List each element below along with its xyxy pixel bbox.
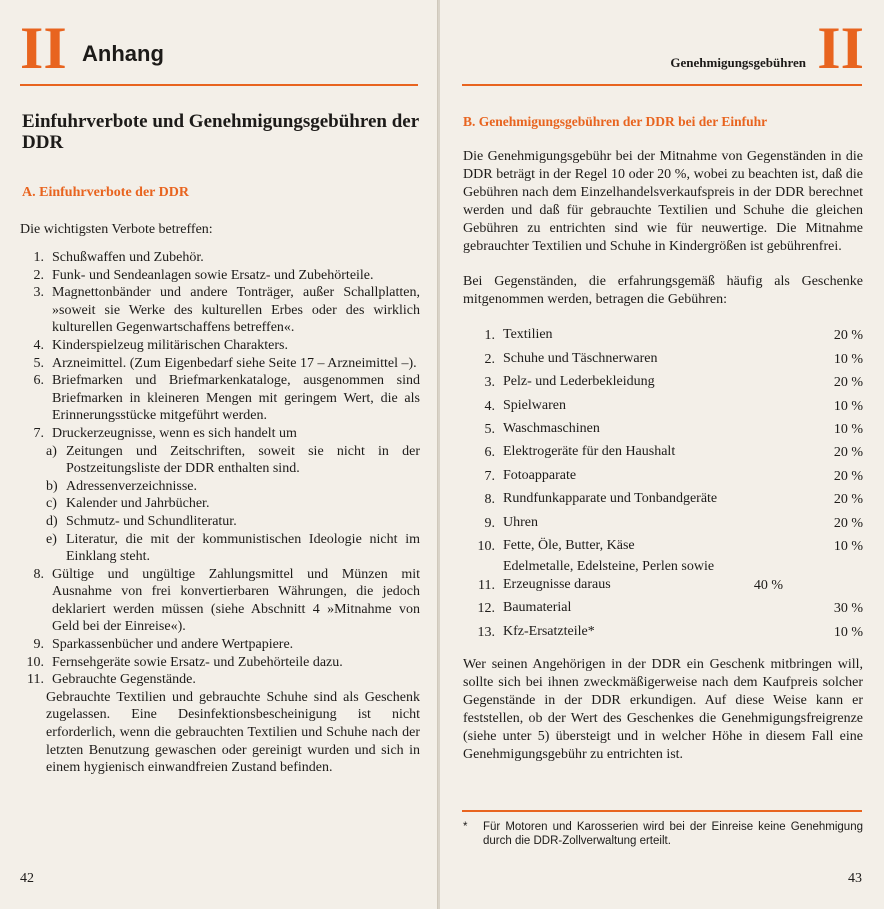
- fee-number: 2.: [484, 351, 495, 367]
- fee-item: Waschmaschinen: [503, 420, 600, 436]
- running-header: Genehmigungsgebühren: [670, 55, 806, 70]
- sub-item-letter: b): [46, 478, 58, 494]
- chapter-numeral: II: [20, 15, 67, 81]
- fee-rate: 10 %: [833, 398, 863, 414]
- fee-number: 10.: [477, 538, 495, 554]
- list-item-text: Funk- und Sendeanlagen sowie Ersatz- und Zubehörteile.: [52, 267, 374, 283]
- fee-row: [463, 508, 863, 531]
- fee-number: 4.: [484, 398, 495, 414]
- fee-rate: 20 %: [833, 328, 863, 344]
- fee-item: Fette, Öle, Butter, Käse: [503, 537, 635, 553]
- list-item-text: Kinderspielzeug militärischen Charakters.: [52, 337, 288, 353]
- list-item-number: 9.: [33, 637, 44, 653]
- list-item-number: 6.: [33, 373, 44, 389]
- list-item: [20, 355, 420, 373]
- list-item-number: 1.: [33, 250, 44, 265]
- fee-rate: 20 %: [833, 375, 863, 391]
- fee-rate: 10 %: [833, 351, 863, 367]
- list-item: [20, 249, 420, 267]
- list-item-text: Fernsehgeräte sowie Ersatz- und Zubehörteile dazu.: [52, 654, 343, 670]
- fee-number: 3.: [484, 375, 495, 391]
- footnote: [463, 820, 863, 848]
- list-item-text: Sparkassenbücher und andere Wertpapiere.: [52, 637, 294, 653]
- page-number: 42: [20, 871, 34, 886]
- fee-rate: 10 %: [833, 538, 863, 554]
- fee-row: [463, 555, 863, 594]
- fee-table: [463, 321, 863, 641]
- fee-number: 6.: [484, 445, 495, 461]
- main-heading: Einfuhrverbote und Genehmigungsgebühren der DDR: [22, 111, 419, 153]
- list-item: [20, 337, 420, 355]
- list-item-number: 8.: [33, 566, 44, 582]
- footnote-rule: [462, 810, 862, 812]
- fee-item: Uhren: [503, 514, 538, 530]
- list-item: [20, 284, 420, 337]
- list-item-number: 3.: [33, 285, 44, 301]
- fee-item: Textilien: [503, 327, 553, 343]
- fee-rate: 20 %: [833, 445, 863, 461]
- sub-item-letter: e): [46, 531, 57, 547]
- list-item-number: 10.: [26, 654, 44, 670]
- list-item: [20, 671, 420, 689]
- list-item-number: 7.: [33, 425, 44, 441]
- list-item-text: Druckerzeugnisse, wenn es sich handelt um: [52, 425, 297, 441]
- fee-rate: 30 %: [833, 601, 863, 617]
- sub-item-letter: a): [46, 443, 57, 459]
- right-page: [440, 0, 884, 909]
- list-item: [20, 425, 420, 443]
- fee-rate: 20 %: [833, 492, 863, 508]
- fee-row: [463, 532, 863, 555]
- fee-rate: 20 %: [833, 515, 863, 531]
- prohibition-list: [20, 249, 420, 777]
- list-item-text: Arzneimittel. (Zum Eigenbedarf siehe Seite 17 – Arzneimittel –).: [52, 355, 417, 371]
- fee-item: Edelmetalle, Edelsteine, Perlen sowie Erzeugnisse daraus: [503, 558, 715, 592]
- footnote-text: Für Motoren und Karosserien wird bei der Einreise keine Genehmigung durch die DDR-Zollverwaltung erteilt.: [483, 821, 863, 847]
- list-item: [20, 654, 420, 672]
- sub-item-text: Schmutz- und Schundliteratur.: [66, 513, 237, 529]
- fee-rate: 20 %: [833, 468, 863, 484]
- fee-row: [463, 485, 863, 508]
- fee-row: [463, 438, 863, 461]
- fee-row: [463, 617, 863, 640]
- fee-item: Rundfunkapparate und Tonbandgeräte: [503, 491, 718, 507]
- chapter-numeral: II: [817, 15, 864, 81]
- fee-number: 7.: [484, 468, 495, 484]
- fee-rate: 10 %: [833, 624, 863, 640]
- sub-item: [46, 513, 420, 531]
- gift-paragraph: Bei Gegenständen, die erfahrungsgemäß häufig als Geschenke mitgenommen werden, betragen die Gebühren:: [463, 274, 863, 307]
- fee-rate: 10 %: [833, 421, 863, 437]
- fee-number: 13.: [477, 624, 495, 640]
- fee-item: Elektrogeräte für den Haushalt: [503, 444, 676, 460]
- sub-item-text: Zeitungen und Zeitschriften, soweit sie nicht in der Postzeitungsliste der DDR enthalten sind.: [66, 443, 420, 477]
- page-number: 43: [848, 871, 862, 886]
- list-item-text: Schußwaffen und Zubehör.: [52, 250, 204, 265]
- sub-item: [46, 495, 420, 513]
- fee-row: [463, 368, 863, 391]
- fee-item: Baumaterial: [503, 600, 572, 616]
- fee-row: [463, 415, 863, 438]
- fee-item: Spielwaren: [503, 397, 566, 413]
- sub-item-text: Kalender und Jahrbücher.: [66, 496, 210, 512]
- fee-number: 9.: [484, 515, 495, 531]
- fee-row: [463, 594, 863, 617]
- advice-paragraph: Wer seinen Angehörigen in der DDR ein Geschenk mitbringen will, sollte sich bei ihnen zweckmäßigerweise nach dem Kaufpreis solcher Gegenstände in der DDR erkundigen. Auf diese Weise kann er feststellen, ob der Wert des Geschenkes die Genehmigungsfreigrenze (siehe unter 5) übersteigt und in welcher Höhe in diesem Fall eine Genehmigungsgebühr zu entrichten ist.: [463, 657, 863, 762]
- fee-item: Schuhe und Täschnerwaren: [503, 350, 658, 366]
- sub-item: [46, 478, 420, 496]
- fee-row: [463, 344, 863, 367]
- list-item-number: 11.: [27, 672, 44, 688]
- list-item-text: Gebrauchte Gegenstände.: [52, 672, 196, 688]
- list-item: [20, 566, 420, 636]
- list-item-number: 4.: [33, 337, 44, 353]
- list-item: [20, 636, 420, 654]
- sub-item-letter: d): [46, 513, 58, 529]
- sub-item-letter: c): [46, 496, 57, 512]
- fee-item: Kfz-Ersatzteile*: [503, 623, 595, 639]
- intro-paragraph: Die Genehmigungsgebühr bei der Mitnahme von Gegenständen in die DDR beträgt in der Regel 10 oder 20 %, wobei zu beachten ist, daß die Gebühren nach dem Einzelhandelsverkaufspreis in der DDR berechnet werden und daß für gebrauchte Textilien und Schuhe die gleichen Gebühren zu entrichten sind wie für neuwertige. Die Mitnahme gebrauchter Textilien und Schuhe in Kindergrößen ist gebührenfrei.: [463, 149, 863, 254]
- fee-number: 12.: [477, 601, 495, 617]
- fee-row: [463, 461, 863, 484]
- sub-item-text: Literatur, die mit der kommunistischen Ideologie nicht im Einklang steht.: [66, 531, 420, 565]
- sub-item-text: Adressenverzeichnisse.: [66, 478, 198, 494]
- list-item-text: Magnettonbänder und andere Tonträger, außer Schallplatten, »soweit sie Werke des kulturellen Erbes oder des wirklich kulturellen Gegenwartschaffens betreffen«.: [52, 285, 420, 336]
- left-page: [0, 0, 438, 909]
- section-b-heading: B. Genehmigungsgebühren der DDR bei der Einfuhr: [463, 114, 768, 129]
- sub-item: [46, 531, 420, 566]
- fee-item: Pelz- und Lederbekleidung: [503, 374, 655, 390]
- header-rule: [462, 84, 862, 86]
- section-a-heading: A. Einfuhrverbote der DDR: [22, 185, 189, 200]
- fee-row: [463, 321, 863, 344]
- chapter-title: Anhang: [82, 41, 164, 66]
- list-item-text: Briefmarken und Briefmarkenkataloge, ausgenommen sind Briefmarken in kleineren Mengen mit geringem Wert, die als Erinnerungsstücke mitgeführt werden.: [52, 373, 420, 424]
- footnote-mark: *: [463, 821, 468, 833]
- fee-number: 1.: [484, 328, 495, 344]
- list-item-number: 2.: [33, 267, 44, 283]
- fee-item: Fotoapparate: [503, 467, 577, 483]
- sub-item: [46, 443, 420, 478]
- header-rule: [20, 84, 418, 86]
- fee-number: 8.: [484, 492, 495, 508]
- list-item-text: Gültige und ungültige Zahlungsmittel und Münzen mit Ausnahme von frei konvertierbaren Währungen, die jedoch deklariert werden müssen (siehe Abschnitt 4 »Mitnahme von Geld bei der Einreise«).: [52, 566, 420, 635]
- list-item-number: 5.: [33, 355, 44, 371]
- list-item: [20, 372, 420, 425]
- list-item: [20, 267, 420, 285]
- fee-rate: 40 %: [753, 577, 783, 593]
- fee-number: 5.: [484, 421, 495, 437]
- intro-text: Die wichtigsten Verbote betreffen:: [20, 222, 213, 237]
- fee-number: 11.: [478, 577, 495, 593]
- fee-row: [463, 391, 863, 414]
- item-11-detail: Gebrauchte Textilien und gebrauchte Schuhe sind als Geschenk zugelassen. Eine Desinfektionsbescheinigung ist nicht erforderlich, wenn die gebrauchten Textilien und Schuhe nach der letzten Benutzung gewaschen oder gereinigt wurden und sich in einem hygienisch einwandfreien Zustand befinden.: [46, 689, 420, 776]
